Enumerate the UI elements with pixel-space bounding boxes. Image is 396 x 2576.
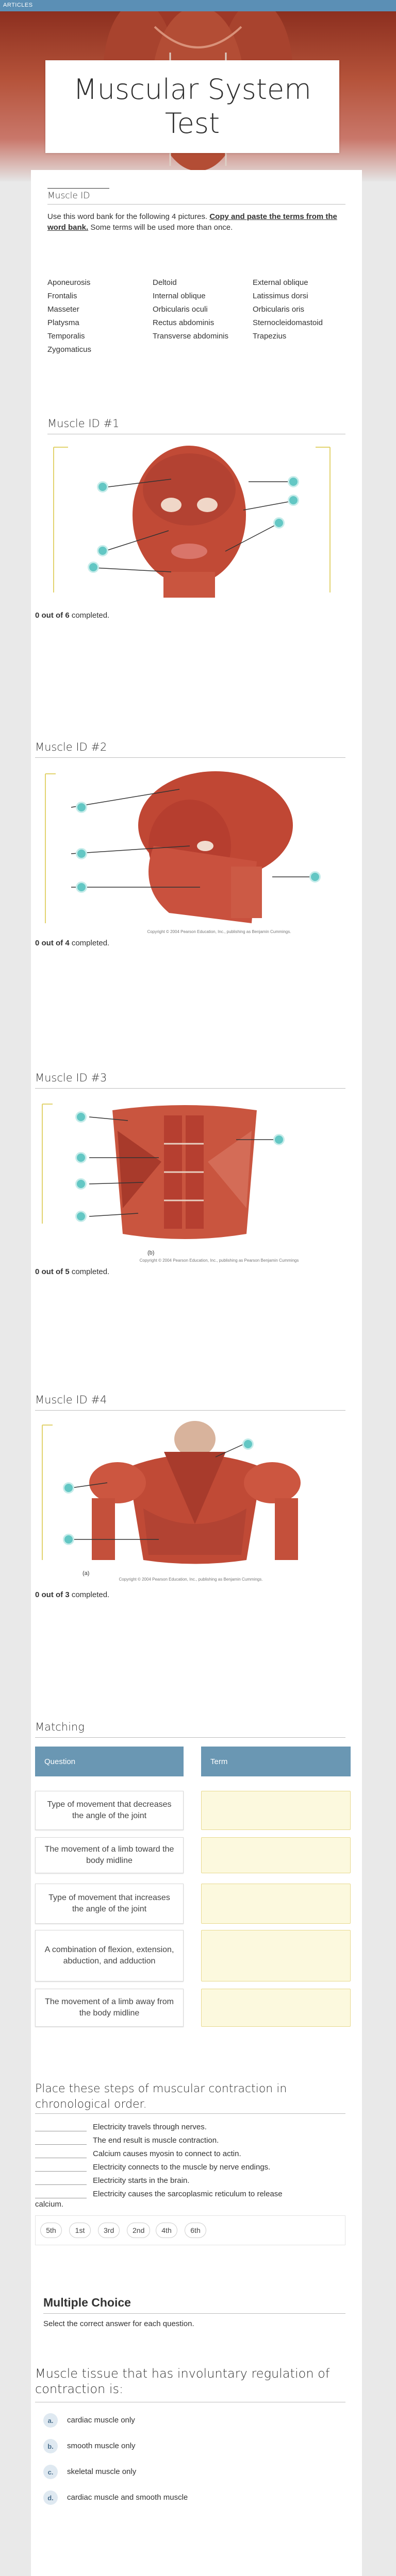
word-bank-term: Internal oblique bbox=[153, 292, 206, 300]
word-bank-term: Temporalis bbox=[47, 332, 85, 341]
label-handle[interactable] bbox=[63, 1482, 74, 1494]
section-title-id-2: Muscle ID #2 bbox=[35, 741, 107, 753]
completed-counter bbox=[35, 939, 109, 947]
word-bank-term: Trapezius bbox=[253, 332, 287, 341]
label-handle[interactable] bbox=[75, 1178, 87, 1190]
term-drop-zone[interactable] bbox=[201, 1884, 351, 1924]
divider bbox=[35, 1410, 345, 1411]
word-bank-term: Platysma bbox=[47, 318, 79, 327]
term-drop-zone[interactable] bbox=[201, 1837, 351, 1873]
ordering-step: Electricity starts in the brain. bbox=[93, 2176, 190, 2185]
section-title-id-4: Muscle ID #4 bbox=[35, 1394, 107, 1406]
option-text[interactable]: cardiac muscle only bbox=[67, 2416, 135, 2425]
word-bank-term: Deltoid bbox=[153, 278, 177, 287]
completed-suffix: completed. bbox=[71, 939, 110, 947]
column-header-question: Question bbox=[35, 1747, 184, 1776]
completed-count: 0 out of 6 bbox=[35, 611, 70, 620]
title-line-2: Test bbox=[164, 107, 220, 140]
image-credit: Copyright © 2004 Pearson Education, Inc., publishing as Benjamin Cummings. bbox=[147, 929, 291, 934]
multiple-choice-instructions: Select the correct answer for each question. bbox=[43, 2319, 194, 2328]
multiple-choice-title: Multiple Choice bbox=[43, 2296, 131, 2309]
option-letter-button[interactable]: d. bbox=[43, 2490, 58, 2505]
word-bank-term: Zygomaticus bbox=[47, 345, 92, 354]
label-handle[interactable] bbox=[88, 562, 99, 573]
word-bank-term: Orbicularis oris bbox=[253, 305, 305, 314]
order-chip[interactable]: 3rd bbox=[98, 2223, 120, 2238]
panel-label: (a) bbox=[82, 1570, 90, 1577]
top-bar bbox=[0, 0, 396, 11]
completed-suffix: completed. bbox=[71, 1267, 110, 1276]
label-handle[interactable] bbox=[76, 802, 87, 813]
order-chip[interactable]: 1st bbox=[69, 2223, 91, 2238]
word-bank-term: Frontalis bbox=[47, 292, 77, 300]
option-letter-button[interactable]: c. bbox=[43, 2465, 58, 2479]
option-text[interactable]: cardiac muscle and smooth muscle bbox=[67, 2493, 188, 2502]
label-handle[interactable] bbox=[97, 545, 108, 556]
word-bank-term: Orbicularis oculi bbox=[153, 305, 208, 314]
label-handle[interactable] bbox=[288, 476, 299, 487]
label-handle[interactable] bbox=[63, 1534, 74, 1545]
label-handle[interactable] bbox=[242, 1438, 254, 1450]
order-chip[interactable]: 5th bbox=[40, 2223, 62, 2238]
image-credit: Copyright © 2004 Pearson Education, Inc., publishing as Pearson Benjamin Cummings bbox=[139, 1258, 299, 1263]
image-credit: Copyright © 2004 Pearson Education, Inc., publishing as Benjamin Cummings. bbox=[119, 1577, 263, 1582]
divider bbox=[35, 1737, 345, 1738]
term-drop-zone[interactable] bbox=[201, 1930, 351, 1981]
completed-suffix: completed. bbox=[71, 1590, 110, 1599]
term-drop-zone[interactable] bbox=[201, 1989, 351, 2027]
top-bar-label: ARTICLES bbox=[3, 2, 33, 8]
completed-counter bbox=[35, 1590, 109, 1599]
section-title-id-3: Muscle ID #3 bbox=[35, 1072, 107, 1084]
word-bank-term: Aponeurosis bbox=[47, 278, 91, 287]
section-title-id-1: Muscle ID #1 bbox=[47, 417, 120, 430]
diagram-abdomen bbox=[40, 1100, 329, 1249]
ordering-step: Calcium causes myosin to connect to actin. bbox=[93, 2149, 241, 2158]
matching-question-card[interactable]: The movement of a limb toward the body midline bbox=[35, 1837, 184, 1873]
word-bank-term: External oblique bbox=[253, 278, 308, 287]
ordering-prompt: Place these steps of muscular contraction in chronological order. bbox=[35, 2082, 287, 2111]
matching-question-card[interactable]: Type of movement that increases the angle of the joint bbox=[35, 1884, 184, 1924]
divider bbox=[35, 2113, 345, 2114]
divider bbox=[35, 1088, 345, 1089]
diagram-back bbox=[40, 1421, 329, 1570]
completed-counter bbox=[35, 1267, 109, 1276]
worksheet bbox=[31, 170, 362, 2576]
word-bank-term: Latissimus dorsi bbox=[253, 292, 308, 300]
label-handle[interactable] bbox=[75, 1111, 87, 1123]
page-title bbox=[73, 73, 311, 141]
option-text[interactable]: skeletal muscle only bbox=[67, 2467, 137, 2476]
ordering-step: The end result is muscle contraction. bbox=[93, 2136, 219, 2145]
ordering-step: Electricity causes the sarcoplasmic reticulum to release bbox=[93, 2190, 283, 2198]
completed-count: 0 out of 5 bbox=[35, 1267, 70, 1276]
instructions-part-c: Some terms will be used more than once. bbox=[90, 223, 233, 232]
word-bank-instructions bbox=[47, 211, 346, 233]
option-letter-button[interactable]: b. bbox=[43, 2439, 58, 2453]
instructions-part-b: Copy and paste the terms from the word bank. bbox=[47, 212, 337, 232]
ordering-step: Electricity travels through nerves. bbox=[93, 2123, 207, 2131]
ordering-step-wrap: calcium. bbox=[35, 2200, 64, 2209]
divider bbox=[47, 188, 109, 189]
matching-question-card[interactable]: A combination of flexion, extension, abduction, and adduction bbox=[35, 1930, 184, 1981]
label-handle[interactable] bbox=[75, 1211, 87, 1222]
order-answer-blank[interactable] bbox=[35, 2184, 87, 2185]
option-text[interactable]: smooth muscle only bbox=[67, 2442, 136, 2450]
completed-count: 0 out of 3 bbox=[35, 1590, 70, 1599]
diagram-head-front bbox=[47, 443, 336, 598]
order-answer-blank[interactable] bbox=[35, 2171, 87, 2172]
completed-count: 0 out of 4 bbox=[35, 939, 70, 947]
completed-counter bbox=[35, 611, 109, 620]
label-handle[interactable] bbox=[97, 481, 108, 493]
order-chip[interactable]: 2nd bbox=[127, 2223, 150, 2238]
option-letter-button[interactable]: a. bbox=[43, 2413, 58, 2428]
label-handle[interactable] bbox=[273, 1134, 285, 1145]
label-handle[interactable] bbox=[309, 871, 321, 883]
order-answer-blank[interactable] bbox=[35, 2144, 87, 2145]
completed-suffix: completed. bbox=[71, 611, 110, 620]
divider bbox=[43, 2313, 345, 2314]
order-chip[interactable]: 6th bbox=[185, 2223, 206, 2238]
ordering-step: Electricity connects to the muscle by nerve endings. bbox=[93, 2163, 271, 2172]
column-header-term: Term bbox=[201, 1747, 351, 1776]
word-bank-term: Masseter bbox=[47, 305, 79, 314]
label-handle[interactable] bbox=[273, 517, 285, 529]
word-bank-term: Transverse abdominis bbox=[153, 332, 229, 341]
section-title-matching: Matching bbox=[35, 1721, 85, 1733]
question-text: Muscle tissue that has involuntary regulation of contraction is: bbox=[35, 2366, 330, 2396]
title-line-1: Muscular System bbox=[73, 73, 311, 106]
matching-question-card[interactable]: Type of movement that decreases the angle of the joint bbox=[35, 1791, 184, 1830]
label-handle[interactable] bbox=[75, 1152, 87, 1163]
matching-question-card[interactable]: The movement of a limb away from the body midline bbox=[35, 1989, 184, 2027]
term-drop-zone[interactable] bbox=[201, 1791, 351, 1830]
label-handle[interactable] bbox=[288, 495, 299, 506]
divider bbox=[35, 757, 345, 758]
instructions-part-a: Use this word bank for the following 4 pictures. bbox=[47, 212, 208, 221]
title-card bbox=[45, 60, 339, 153]
word-bank-term: Rectus abdominis bbox=[153, 318, 214, 327]
hero-banner bbox=[0, 11, 396, 181]
label-handle[interactable] bbox=[76, 882, 87, 893]
divider bbox=[47, 204, 345, 205]
order-chip[interactable]: 4th bbox=[156, 2223, 177, 2238]
label-handle[interactable] bbox=[76, 848, 87, 859]
word-bank-term: Sternocleidomastoid bbox=[253, 318, 323, 327]
panel-label: (b) bbox=[147, 1250, 155, 1256]
section-title-muscle-id: Muscle ID bbox=[47, 191, 90, 201]
